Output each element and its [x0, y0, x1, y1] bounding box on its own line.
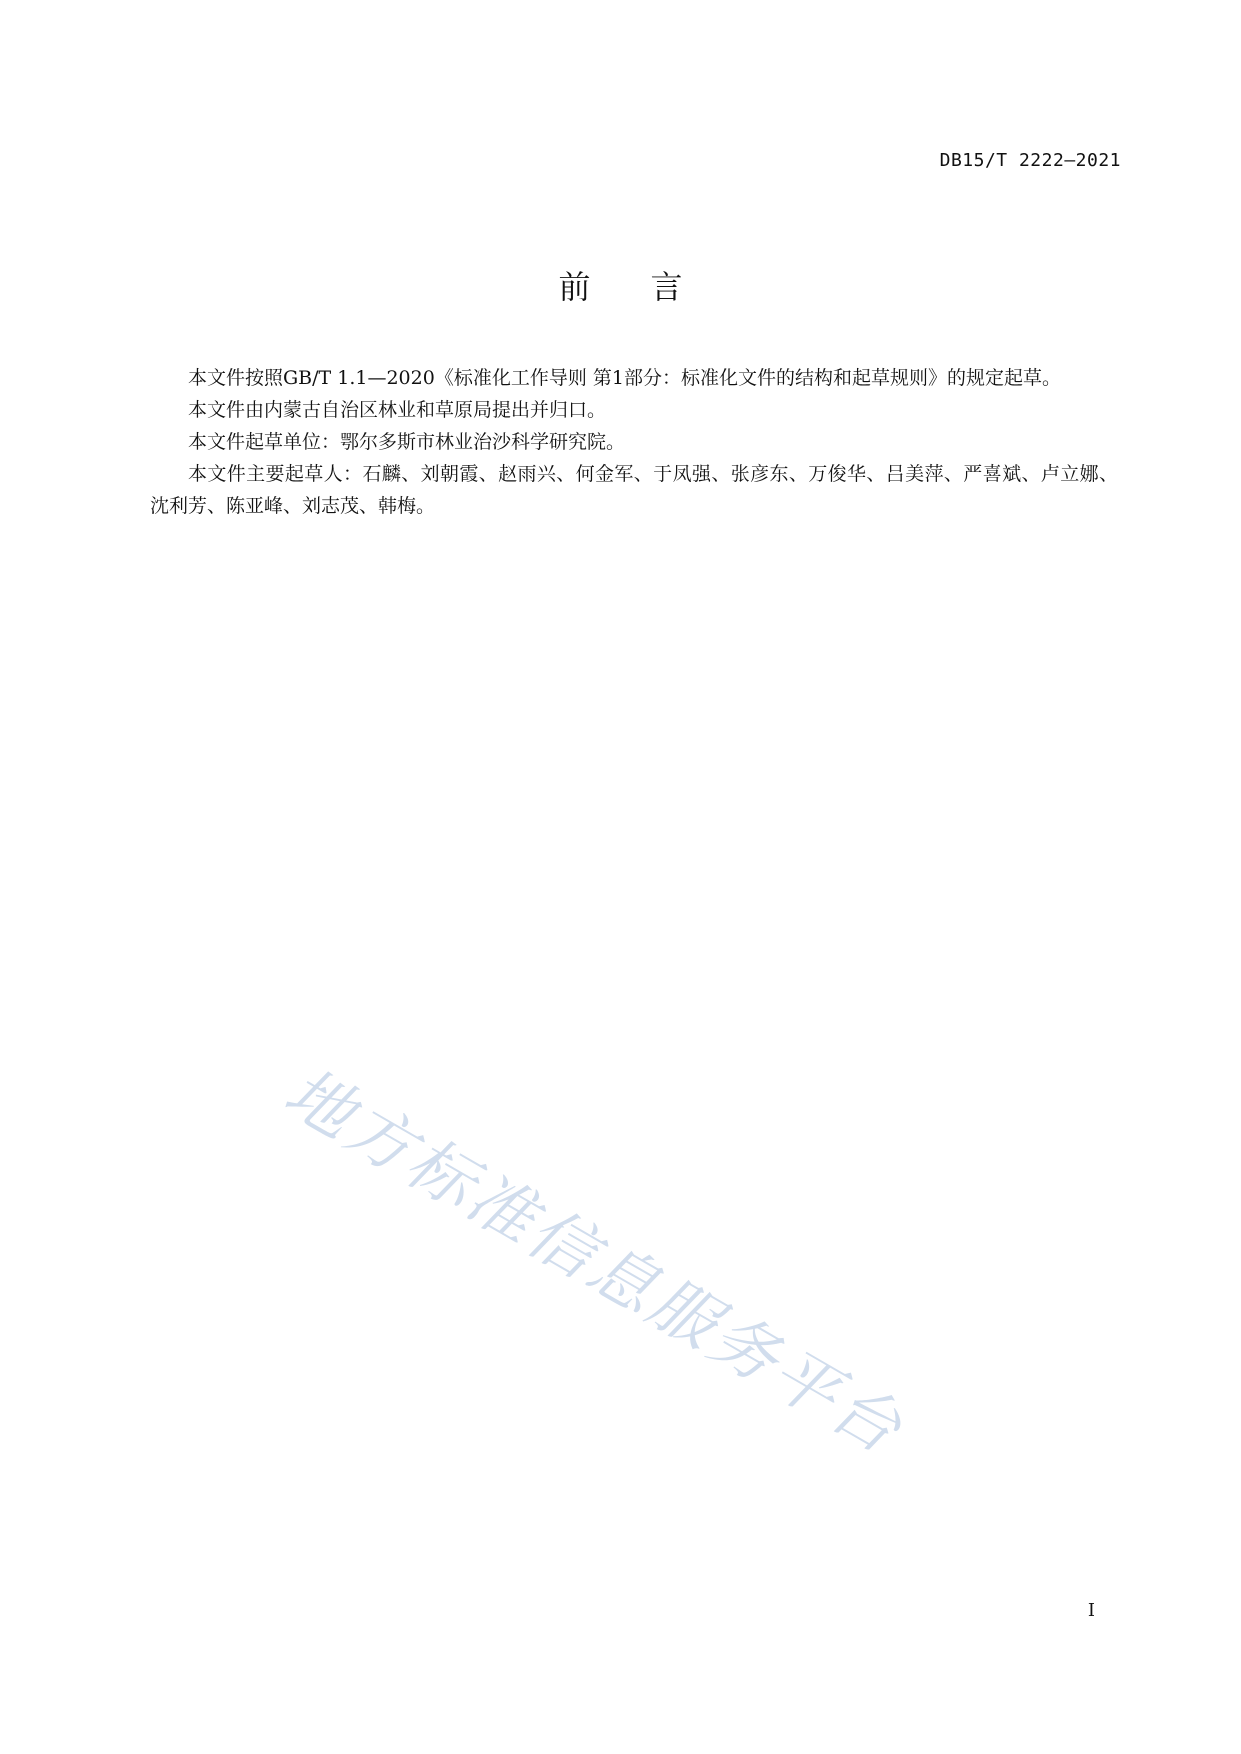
standard-code: DB15/T 2222—2021 — [939, 150, 1121, 171]
watermark: 地方标准信息服务平台 — [272, 1052, 917, 1470]
paragraph-drafters: 本文件主要起草人：石麟、刘朝霞、赵雨兴、何金军、于凤强、张彦东、万俊华、吕美萍、严喜斌、卢立娜、沈利芳、陈亚峰、刘志茂、韩梅。 — [150, 463, 1118, 517]
page-title: 前言 — [558, 268, 743, 306]
page-number: I — [1087, 1600, 1095, 1621]
foreword-body — [150, 362, 1118, 522]
paragraph-proposer: 本文件由内蒙古自治区林业和草原局提出并归口。 — [188, 399, 607, 421]
paragraph-drafting-rules: 本文件按照GB/T 1.1—2020《标准化工作导则 第1部分：标准化文件的结构和起草规则》的规定起草。 — [188, 367, 1061, 389]
paragraph-drafting-unit: 本文件起草单位：鄂尔多斯市林业治沙科学研究院。 — [188, 431, 626, 453]
